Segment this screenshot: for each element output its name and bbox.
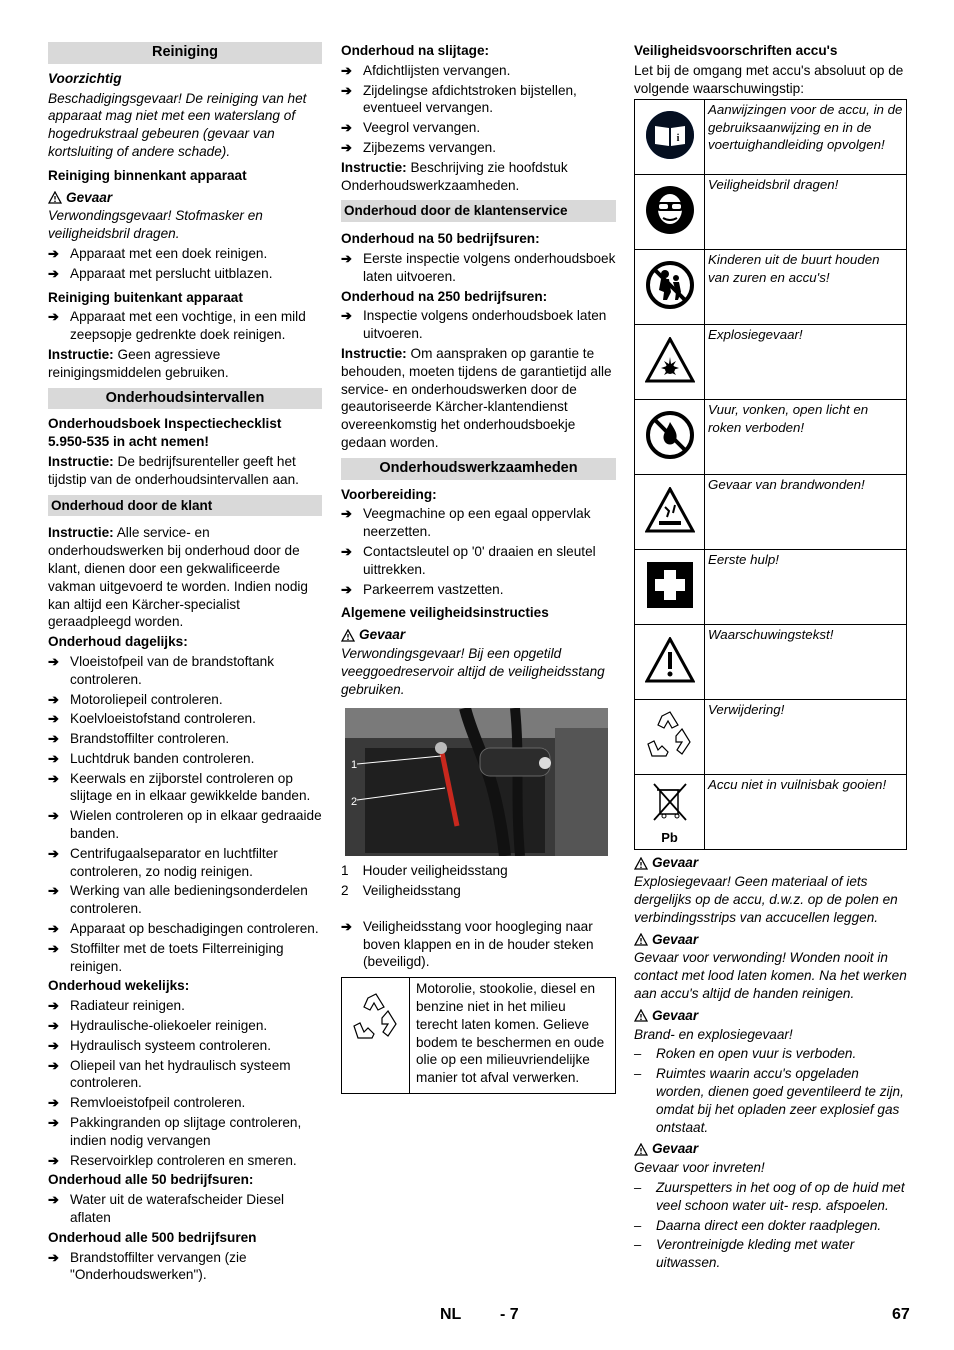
footer-subpage: - 7 xyxy=(500,1306,519,1323)
list-item: ➔ Motoroliepeil controleren. xyxy=(48,691,223,707)
list-item: ➔ Vloeistofpeil van de brandstoftank controleren. xyxy=(48,653,275,687)
table-row: i Aanwijzingen voor de accu, in de gebruiksaanwijzing en in de voertuighandleiding opvolgen! xyxy=(635,100,907,175)
na250-list xyxy=(341,307,616,343)
caution-label: Voorzichtig xyxy=(48,70,122,86)
list-item: ➔ Pakkingranden op slijtage controleren, indien nodig vervangen xyxy=(48,1115,302,1148)
subheading-algemene: Algemene veiligheidsinstructies xyxy=(341,605,549,621)
instruction: Instructie: Beschrijving zie hoofdstuk Onderhoudswerkzaamheden. xyxy=(341,159,568,193)
arrow-icon: ➔ xyxy=(48,265,59,281)
arrow-icon: ➔ xyxy=(341,506,352,522)
danger-text: Verwondingsgevaar! Bij een opgetild veeggoedreservoir altijd de veiligheidsstang gebruiken. xyxy=(341,645,605,697)
table-row: Pb Accu niet in vuilnisbak gooien! xyxy=(635,775,907,850)
no-children-icon xyxy=(635,250,705,325)
arrow-icon: ➔ xyxy=(48,1095,59,1111)
list-item: ➔ Radiateur reinigen. xyxy=(48,998,185,1014)
na50-list xyxy=(341,250,616,286)
section-heading-klantenservice: Onderhoud door de klantenservice xyxy=(341,200,616,222)
table-row: Veiligheidsbril dragen! xyxy=(635,175,907,250)
list-item: ➔ Hydraulisch systeem controleren. xyxy=(48,1037,271,1053)
alle50-list xyxy=(48,1191,322,1227)
list-item: ➔ Luchtdruk banden controleren. xyxy=(48,750,255,766)
list-item: ➔ Apparaat met een vochtige, in een mild zeepsopje gedrenkte doek reinigen. xyxy=(48,309,306,343)
list-item: ➔ Inspectie volgens onderhoudsboek laten uitvoeren. xyxy=(341,308,607,342)
list-item: ➔ Oliepeil van het hydraulisch systeem controleren. xyxy=(48,1057,291,1091)
column-right xyxy=(634,42,907,1274)
danger-text: Verwondingsgevaar! Stofmasker en veiligheidsbril dragen. xyxy=(48,208,263,242)
dagelijks-list xyxy=(48,653,322,976)
arrow-icon: ➔ xyxy=(341,120,352,136)
manual-icon xyxy=(635,100,705,175)
arrow-icon: ➔ xyxy=(48,845,59,861)
arrow-icon: ➔ xyxy=(341,543,352,559)
arrow-icon: ➔ xyxy=(341,250,352,266)
section-heading-reiniging: Reiniging xyxy=(48,42,322,64)
stang-list xyxy=(341,918,616,971)
danger-label: Gevaar xyxy=(48,189,322,207)
list-item: ➔ Water uit de waterafscheider Diesel aflaten xyxy=(48,1192,285,1226)
subheading-buitenkant: Reiniging buitenkant apparaat xyxy=(48,289,243,305)
arrow-icon: ➔ xyxy=(48,921,59,937)
slijtage-list xyxy=(341,62,616,157)
subheading-na50: Onderhoud na 50 bedrijfsuren: xyxy=(341,231,540,247)
caption-1: 1 Houder veiligheidsstang xyxy=(341,863,508,879)
warning-triangle-icon xyxy=(634,933,648,946)
instruction: Instructie: Geen agressieve reinigingsmiddelen gebruiken. xyxy=(48,346,229,380)
list-item: ➔ Keerwals en zijborstel controleren op slijtage en in elkaar gewikkelde banden. xyxy=(48,770,311,804)
subheading-wekelijks: Onderhoud wekelijks: xyxy=(48,978,190,994)
safety-bar-photo xyxy=(345,708,608,856)
machine-photo-illustration xyxy=(345,708,608,856)
list-item: – Zuurspetters in het oog of op de huid met veel schoon water uit- resp. afspoelen. xyxy=(634,1179,905,1213)
arrow-icon: ➔ xyxy=(341,139,352,155)
list-item: – Daarna direct een dokter raadplegen. xyxy=(634,1217,882,1233)
list-item: ➔ Centrifugaalseparator en luchtfilter controleren, zo nodig reinigen. xyxy=(48,845,278,879)
arrow-icon: ➔ xyxy=(48,1192,59,1208)
arrow-icon: ➔ xyxy=(48,653,59,669)
list-item: ➔ Apparaat met een doek reinigen. xyxy=(48,245,268,261)
environment-note-text: Motorolie, stookolie, diesel en benzine niet in het milieu terecht laten komen. Gelieve bodem te beschermen en oude olie op een milieuvriendelijke manier tot afval verwerken. xyxy=(416,981,605,1086)
photo-label-1: 1 xyxy=(351,759,358,772)
list-item: ➔ Brandstoffilter vervangen (zie "Onderhoudswerken"). xyxy=(48,1249,247,1283)
section-heading-werkzaamheden: Onderhoudswerkzaamheden xyxy=(341,458,616,480)
list-item: ➔ Stoffilter met de toets Filterreiniging reinigen. xyxy=(48,940,284,974)
list-item: ➔ Werking van alle bedieningsonderdelen controleren. xyxy=(48,883,308,917)
list-item: ➔ Veegrol vervangen. xyxy=(341,120,481,136)
footer-page-number: 67 xyxy=(892,1306,910,1323)
warning-triangle-icon xyxy=(48,191,62,204)
arrow-icon: ➔ xyxy=(48,1249,59,1265)
caution-text: Beschadigingsgevaar! De reiniging van het apparaat mag niet met een waterslang of hogedrukstraal gebeuren (gevaar van kortsluiting of andere schade). xyxy=(48,90,307,159)
arrow-icon: ➔ xyxy=(48,940,59,956)
photo-label-2: 2 xyxy=(351,796,358,809)
arrow-icon: ➔ xyxy=(48,711,59,727)
buitenkant-list xyxy=(48,308,322,344)
subheading-accu: Veiligheidsvoorschriften accu's xyxy=(634,43,838,58)
arrow-icon: ➔ xyxy=(48,1037,59,1053)
warning-triangle-icon xyxy=(634,1009,648,1022)
list-item: – Ruimtes waarin accu's opgeladen worden, dienen goed geventileerd te zijn, omdat bij het opladen zeer explosief gas ontstaat. xyxy=(634,1066,904,1135)
subheading-boek: Onderhoudsboek Inspectiechecklist 5.950-535 in acht nemen! xyxy=(48,416,282,450)
arrow-icon: ➔ xyxy=(48,1057,59,1073)
arrow-icon: ➔ xyxy=(341,918,352,934)
list-item: ➔ Parkeerrem vastzetten. xyxy=(341,581,504,597)
warning-triangle-icon xyxy=(634,1143,648,1156)
list-item: ➔ Afdichtlijsten vervangen. xyxy=(341,62,511,78)
list-item: ➔ Veiligheidsstang voor hoogleging naar boven klappen en in de houder steken (beveiligd). xyxy=(341,918,594,970)
subheading-alle50: Onderhoud alle 50 bedrijfsuren: xyxy=(48,1172,254,1188)
table-row: Kinderen uit de buurt houden van zuren en accu's! xyxy=(635,250,907,325)
instruction: Instructie: Om aanspraken op garantie te behouden, moeten tijdens de garantietijd alle service- en onderhoudswerken door de geautoriseerde Kärcher-klantendienst overeenkomstig het onderhoudsboekje gedaan worden. xyxy=(341,345,612,450)
instruction: Instructie: De bedrijfsurenteller geeft het tijdstip van de onderhoudsintervallen aan. xyxy=(48,453,299,487)
danger-label: Gevaar xyxy=(634,931,907,949)
list-item: ➔ Remvloeistofpeil controleren. xyxy=(48,1095,246,1111)
section-heading-klant: Onderhoud door de klant xyxy=(48,495,322,517)
invreten-list xyxy=(634,1179,907,1272)
instruction: Instructie: Alle service- en onderhoudswerken bij onderhoud door de klant, dienen door een gekwalificeerde vakman uitgevoerd te worden. Indien nodig kan altijd een Kärcher-specialist geraadpleegd worden. xyxy=(48,525,308,630)
arrow-icon: ➔ xyxy=(48,731,59,747)
arrow-icon: ➔ xyxy=(48,309,59,325)
arrow-icon: ➔ xyxy=(48,1115,59,1131)
danger-text: Explosiegevaar! Geen materiaal of iets dergelijks op de accu, d.w.z. op de polen en verbindingsstrips van accucellen leggen. xyxy=(634,874,898,925)
list-item: ➔ Apparaat op beschadigingen controleren. xyxy=(48,921,319,937)
table-row: Verwijdering! xyxy=(635,700,907,775)
arrow-icon: ➔ xyxy=(48,750,59,766)
caption-2: 2 Veiligheidsstang xyxy=(341,883,461,899)
table-row: Eerste hulp! xyxy=(635,550,907,625)
list-item: – Verontreinigde kleding met water uitwassen. xyxy=(634,1237,855,1271)
arrow-icon: ➔ xyxy=(48,245,59,261)
arrow-icon: ➔ xyxy=(341,62,352,78)
goggles-icon xyxy=(635,175,705,250)
warning-triangle-icon xyxy=(341,629,355,642)
subheading-binnenkant: Reiniging binnenkant apparaat xyxy=(48,167,247,183)
subheading-slijtage: Onderhoud na slijtage: xyxy=(341,43,490,58)
alle500-list xyxy=(48,1249,322,1285)
list-item: ➔ Brandstoffilter controleren. xyxy=(48,731,230,747)
no-fire-icon xyxy=(635,400,705,475)
list-item: ➔ Reservoirklep controleren en smeren. xyxy=(48,1152,297,1168)
subheading-dagelijks: Onderhoud dagelijks: xyxy=(48,634,188,650)
danger-text: Gevaar voor invreten! xyxy=(634,1160,765,1176)
table-row: Waarschuwingstekst! xyxy=(635,625,907,700)
column-left xyxy=(48,42,322,1286)
danger-label: Gevaar xyxy=(634,1007,907,1025)
table-row: Gevaar van brandwonden! xyxy=(635,475,907,550)
list-item: ➔ Contactsleutel op '0' draaien en sleutel uittrekken. xyxy=(341,543,596,577)
arrow-icon: ➔ xyxy=(341,581,352,597)
list-item: ➔ Zijdelingse afdichtstroken bijstellen, eventueel vervangen. xyxy=(341,82,577,116)
danger-text: Gevaar voor verwonding! Wonden nooit in contact met lood laten komen. Na het werken aan accu's altijd de handen reinigen. xyxy=(634,950,907,1001)
binnenkant-list xyxy=(48,245,322,283)
list-item: ➔ Veegmachine op een egaal oppervlak neerzetten. xyxy=(341,506,591,540)
subheading-na250: Onderhoud na 250 bedrijfsuren: xyxy=(341,288,548,304)
environment-note-box xyxy=(341,977,616,1094)
danger-label: Gevaar xyxy=(634,1140,907,1158)
voorbereiding-list xyxy=(341,505,616,598)
arrow-icon: ➔ xyxy=(48,998,59,1014)
danger-label: Gevaar xyxy=(634,854,907,872)
arrow-icon: ➔ xyxy=(48,883,59,899)
list-item: ➔ Wielen controleren op in elkaar gedraaide banden. xyxy=(48,808,322,842)
list-item: ➔ Eerste inspectie volgens onderhoudsboek laten uitvoeren. xyxy=(341,250,616,284)
arrow-icon: ➔ xyxy=(341,308,352,324)
column-middle xyxy=(341,42,616,1094)
list-item: ➔ Apparaat met perslucht uitblazen. xyxy=(48,265,273,281)
list-item: – Roken en open vuur is verboden. xyxy=(634,1046,857,1062)
arrow-icon: ➔ xyxy=(48,1018,59,1034)
brand-list xyxy=(634,1045,907,1136)
wekelijks-list xyxy=(48,997,322,1169)
danger-label: Gevaar xyxy=(341,626,616,644)
subheading-alle500: Onderhoud alle 500 bedrijfsuren xyxy=(48,1229,257,1245)
first-aid-icon xyxy=(635,550,705,625)
arrow-icon: ➔ xyxy=(341,82,352,98)
arrow-icon: ➔ xyxy=(48,808,59,824)
list-item: ➔ Koelvloeistofstand controleren. xyxy=(48,711,256,727)
svg-text:i: i xyxy=(676,132,679,144)
accu-intro: Let bij de omgang met accu's absoluut op de volgende waarschuwingstip: xyxy=(634,62,904,96)
acid-burn-icon xyxy=(635,475,705,550)
explosion-icon xyxy=(635,325,705,400)
recycle-icon xyxy=(635,700,705,775)
warning-icon xyxy=(635,625,705,700)
list-item: ➔ Hydraulische-oliekoeler reinigen. xyxy=(48,1018,268,1034)
arrow-icon: ➔ xyxy=(48,1152,59,1168)
arrow-icon: ➔ xyxy=(48,691,59,707)
subheading-voorbereiding: Voorbereiding: xyxy=(341,486,437,502)
battery-symbols-table xyxy=(634,99,907,850)
arrow-icon: ➔ xyxy=(48,770,59,786)
section-heading-intervallen: Onderhoudsintervallen xyxy=(48,388,322,410)
no-bin-icon xyxy=(635,775,705,850)
pb-label: Pb xyxy=(661,829,678,845)
footer-language: NL xyxy=(440,1306,462,1323)
list-item: ➔ Zijbezems vervangen. xyxy=(341,139,496,155)
warning-triangle-icon xyxy=(634,857,648,870)
danger-text: Brand- en explosiegevaar! xyxy=(634,1026,793,1042)
recycle-icon xyxy=(342,978,410,1093)
table-row: Vuur, vonken, open licht en roken verboden! xyxy=(635,400,907,475)
table-row: Explosiegevaar! xyxy=(635,325,907,400)
